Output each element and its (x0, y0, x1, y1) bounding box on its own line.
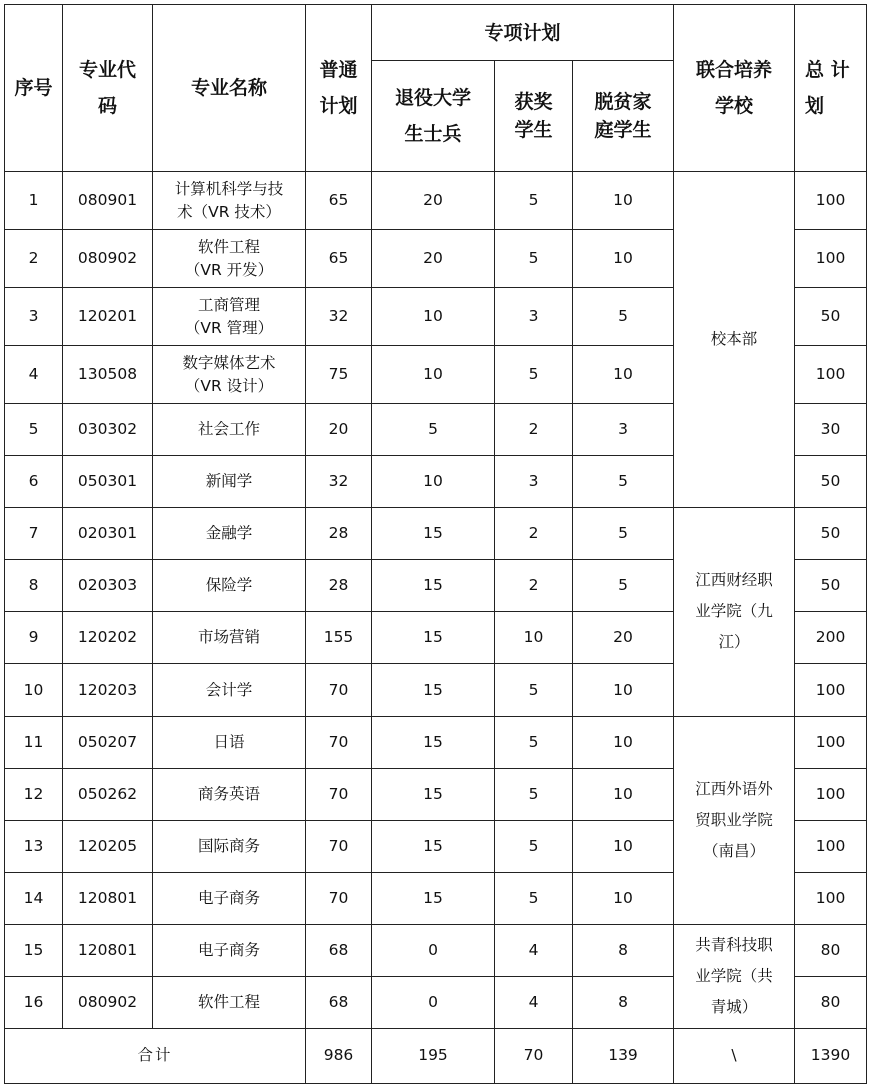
cell-index: 9 (5, 612, 63, 664)
cell-veteran: 10 (372, 456, 495, 508)
cell-poverty: 8 (573, 924, 674, 976)
cell-name-line: 新闻学 (205, 472, 253, 491)
cell-award: 3 (495, 456, 573, 508)
cell-code: 120201 (63, 288, 153, 346)
cell-poverty: 8 (573, 976, 674, 1028)
cell-regular: 70 (306, 716, 372, 768)
cell-school-line: 江西财经职 (695, 571, 773, 590)
cell-name (153, 664, 306, 716)
cell-name (153, 872, 306, 924)
header-code-line2: 码 (97, 95, 117, 117)
cell-total: 80 (795, 924, 867, 976)
cell-school-line: （南昌） (703, 841, 766, 860)
table-row (5, 924, 867, 976)
cell-name (153, 560, 306, 612)
cell-regular: 70 (306, 664, 372, 716)
cell-index: 8 (5, 560, 63, 612)
cell-school-line: 贸职业学院 (695, 810, 773, 829)
header-school-line1: 联合培养 (696, 59, 773, 81)
cell-award: 4 (495, 976, 573, 1028)
cell-index: 4 (5, 346, 63, 404)
cell-school (674, 716, 795, 924)
cell-regular: 75 (306, 346, 372, 404)
header-veteran-line1: 退役大学 (394, 87, 471, 109)
cell-name (153, 612, 306, 664)
cell-poverty: 10 (573, 716, 674, 768)
header-poverty-line2: 庭学生 (594, 119, 652, 141)
cell-index: 12 (5, 768, 63, 820)
header-award-line1: 获奖 (514, 91, 553, 113)
cell-name-line: （VR 管理） (184, 318, 274, 337)
header-award (495, 61, 573, 172)
cell-regular: 70 (306, 872, 372, 924)
cell-award: 5 (495, 768, 573, 820)
cell-index: 16 (5, 976, 63, 1028)
cell-name-line: 金融学 (205, 524, 253, 543)
cell-name (153, 346, 306, 404)
cell-name-line: 市场营销 (197, 628, 260, 647)
cell-name (153, 172, 306, 230)
cell-award: 2 (495, 508, 573, 560)
cell-total: 80 (795, 976, 867, 1028)
cell-regular: 65 (306, 172, 372, 230)
cell-veteran: 15 (372, 612, 495, 664)
summary-award: 70 (495, 1028, 573, 1083)
cell-award: 2 (495, 560, 573, 612)
cell-total: 50 (795, 508, 867, 560)
table-body (5, 172, 867, 1084)
summary-school: \ (674, 1028, 795, 1083)
cell-name-line: 日语 (213, 732, 245, 751)
table-row (5, 508, 867, 560)
cell-total: 200 (795, 612, 867, 664)
cell-total: 100 (795, 664, 867, 716)
cell-award: 5 (495, 872, 573, 924)
table-row (5, 172, 867, 230)
cell-code: 120202 (63, 612, 153, 664)
cell-code: 120205 (63, 820, 153, 872)
cell-code: 020303 (63, 560, 153, 612)
cell-award: 5 (495, 172, 573, 230)
header-award-line2: 学生 (514, 119, 553, 141)
cell-code: 080902 (63, 976, 153, 1028)
cell-poverty: 5 (573, 456, 674, 508)
cell-index: 14 (5, 872, 63, 924)
header-code-line1: 专业代 (78, 59, 136, 81)
cell-code: 120801 (63, 872, 153, 924)
cell-name-line: 商务英语 (197, 784, 260, 803)
cell-code: 120801 (63, 924, 153, 976)
cell-name-line: 会计学 (205, 680, 253, 699)
cell-regular: 68 (306, 976, 372, 1028)
cell-poverty: 10 (573, 346, 674, 404)
cell-award: 5 (495, 664, 573, 716)
cell-total: 100 (795, 230, 867, 288)
cell-index: 3 (5, 288, 63, 346)
cell-school-line: 校本部 (710, 330, 758, 349)
cell-total: 50 (795, 560, 867, 612)
cell-award: 5 (495, 230, 573, 288)
cell-award: 5 (495, 346, 573, 404)
cell-poverty: 10 (573, 768, 674, 820)
cell-school-line: 共青科技职 (695, 935, 773, 954)
cell-award: 5 (495, 716, 573, 768)
cell-veteran: 15 (372, 508, 495, 560)
cell-total: 100 (795, 172, 867, 230)
header-school (674, 5, 795, 172)
cell-regular: 32 (306, 288, 372, 346)
cell-index: 6 (5, 456, 63, 508)
cell-poverty: 10 (573, 872, 674, 924)
cell-school-line: 江西外语外 (695, 779, 773, 798)
cell-poverty: 5 (573, 288, 674, 346)
cell-poverty: 10 (573, 230, 674, 288)
header-row-top (5, 5, 867, 61)
cell-code: 080901 (63, 172, 153, 230)
cell-veteran: 0 (372, 976, 495, 1028)
cell-total: 50 (795, 456, 867, 508)
cell-code: 030302 (63, 404, 153, 456)
cell-school (674, 172, 795, 508)
cell-name-line: 电子商务 (197, 940, 260, 959)
cell-name (153, 976, 306, 1028)
cell-award: 4 (495, 924, 573, 976)
cell-regular: 20 (306, 404, 372, 456)
summary-regular: 986 (306, 1028, 372, 1083)
cell-veteran: 15 (372, 768, 495, 820)
cell-regular: 65 (306, 230, 372, 288)
header-name: 专业名称 (153, 5, 306, 172)
cell-regular: 155 (306, 612, 372, 664)
summary-veteran: 195 (372, 1028, 495, 1083)
cell-name-line: 保险学 (205, 576, 253, 595)
cell-regular: 68 (306, 924, 372, 976)
cell-veteran: 10 (372, 346, 495, 404)
cell-name-line: 计算机科学与技 (174, 179, 284, 198)
cell-name (153, 820, 306, 872)
cell-name (153, 456, 306, 508)
cell-name (153, 288, 306, 346)
header-poverty (573, 61, 674, 172)
cell-code: 080902 (63, 230, 153, 288)
cell-total: 100 (795, 820, 867, 872)
cell-veteran: 20 (372, 172, 495, 230)
cell-code: 130508 (63, 346, 153, 404)
cell-veteran: 5 (372, 404, 495, 456)
summary-total: 1390 (795, 1028, 867, 1083)
enrollment-plan-table (4, 4, 867, 1084)
cell-regular: 70 (306, 768, 372, 820)
cell-veteran: 0 (372, 924, 495, 976)
cell-poverty: 5 (573, 508, 674, 560)
cell-award: 5 (495, 820, 573, 872)
cell-poverty: 10 (573, 664, 674, 716)
cell-poverty: 5 (573, 560, 674, 612)
cell-poverty: 10 (573, 820, 674, 872)
header-regular-line1: 普通 (319, 59, 358, 81)
cell-school-line: 业学院（共 (695, 966, 773, 985)
cell-index: 10 (5, 664, 63, 716)
cell-index: 5 (5, 404, 63, 456)
cell-index: 2 (5, 230, 63, 288)
cell-award: 10 (495, 612, 573, 664)
cell-index: 7 (5, 508, 63, 560)
cell-name-line: 软件工程 (197, 992, 260, 1011)
cell-school-line: 青城） (710, 997, 758, 1016)
header-total-line2: 划 (805, 95, 825, 117)
cell-veteran: 15 (372, 872, 495, 924)
cell-name (153, 924, 306, 976)
header-regular (306, 5, 372, 172)
cell-name-line: 国际商务 (197, 836, 260, 855)
cell-name-line: 社会工作 (197, 420, 260, 439)
cell-name (153, 716, 306, 768)
cell-school (674, 508, 795, 716)
cell-index: 15 (5, 924, 63, 976)
cell-school-line: 江） (718, 633, 750, 652)
cell-regular: 28 (306, 560, 372, 612)
cell-veteran: 15 (372, 560, 495, 612)
cell-name-line: 电子商务 (197, 888, 260, 907)
cell-total: 100 (795, 872, 867, 924)
cell-veteran: 20 (372, 230, 495, 288)
table-row (5, 716, 867, 768)
header-code (63, 5, 153, 172)
cell-school (674, 924, 795, 1028)
cell-poverty: 10 (573, 172, 674, 230)
cell-veteran: 15 (372, 664, 495, 716)
cell-total: 100 (795, 346, 867, 404)
header-poverty-line1: 脱贫家 (594, 91, 652, 113)
cell-poverty: 3 (573, 404, 674, 456)
header-veteran (372, 61, 495, 172)
cell-veteran: 15 (372, 716, 495, 768)
cell-code: 050301 (63, 456, 153, 508)
cell-code: 050262 (63, 768, 153, 820)
cell-regular: 32 (306, 456, 372, 508)
header-special: 专项计划 (372, 5, 674, 61)
cell-code: 020301 (63, 508, 153, 560)
cell-index: 13 (5, 820, 63, 872)
cell-index: 1 (5, 172, 63, 230)
summary-row (5, 1028, 867, 1083)
cell-index: 11 (5, 716, 63, 768)
cell-name-line: （VR 设计） (184, 376, 274, 395)
cell-veteran: 10 (372, 288, 495, 346)
cell-total: 100 (795, 768, 867, 820)
summary-poverty: 139 (573, 1028, 674, 1083)
cell-name-line: 术（VR 技术） (177, 202, 281, 221)
cell-name (153, 768, 306, 820)
summary-label: 合计 (5, 1028, 306, 1083)
header-total-line1: 总 计 (805, 59, 850, 81)
cell-name-line: 数字媒体艺术 (182, 353, 276, 372)
header-total (795, 5, 867, 172)
cell-poverty: 20 (573, 612, 674, 664)
cell-name-line: 软件工程 (197, 237, 260, 256)
cell-name (153, 230, 306, 288)
cell-name-line: （VR 开发） (184, 260, 274, 279)
cell-total: 30 (795, 404, 867, 456)
cell-name-line: 工商管理 (197, 295, 260, 314)
header-regular-line2: 计划 (319, 95, 358, 117)
cell-school-line: 业学院（九 (695, 602, 773, 621)
cell-veteran: 15 (372, 820, 495, 872)
cell-code: 050207 (63, 716, 153, 768)
header-school-line2: 学校 (715, 95, 754, 117)
cell-regular: 28 (306, 508, 372, 560)
cell-name (153, 508, 306, 560)
header-veteran-line2: 生士兵 (404, 123, 462, 145)
cell-regular: 70 (306, 820, 372, 872)
cell-name (153, 404, 306, 456)
header-index: 序号 (5, 5, 63, 172)
cell-code: 120203 (63, 664, 153, 716)
cell-total: 50 (795, 288, 867, 346)
cell-award: 2 (495, 404, 573, 456)
cell-award: 3 (495, 288, 573, 346)
cell-total: 100 (795, 716, 867, 768)
